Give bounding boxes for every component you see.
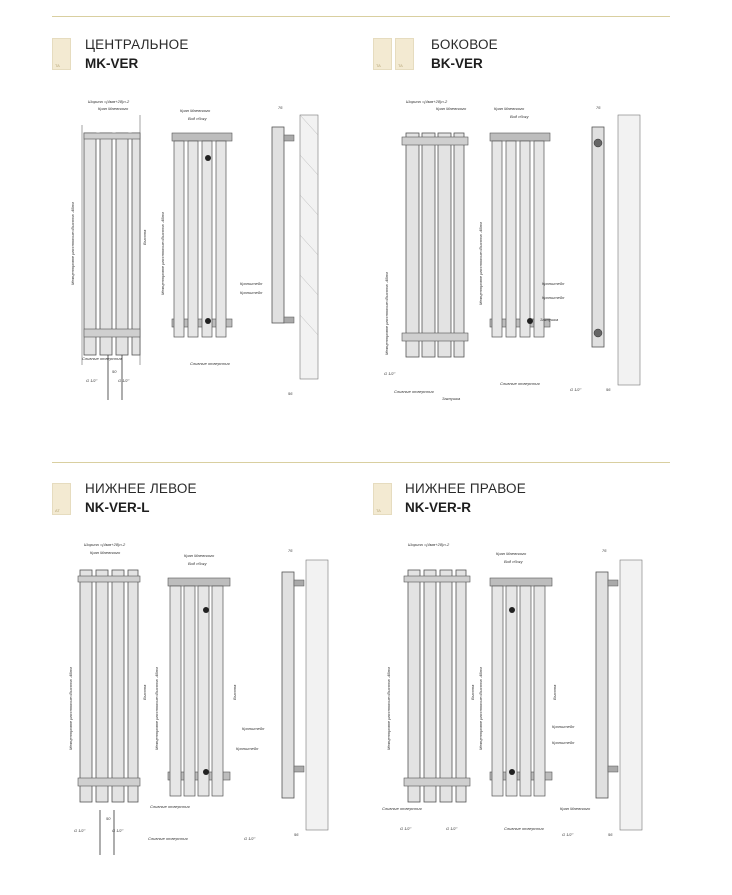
svg-text:Вид сбоку: Вид сбоку — [188, 116, 207, 121]
side-view — [244, 548, 328, 841]
svg-text:Кран Маевского: Кран Маевского — [184, 553, 215, 558]
svg-text:Кран Маевского: Кран Маевского — [90, 550, 121, 555]
svg-text:G 1/2": G 1/2" — [86, 378, 98, 383]
svg-text:Кран Маевского: Кран Маевского — [98, 106, 129, 111]
drawing-bottom-left — [60, 540, 340, 860]
svg-text:Кран Маевского: Кран Маевского — [180, 108, 211, 113]
svg-text:76: 76 — [602, 548, 607, 553]
svg-text:G 1/2": G 1/2" — [112, 828, 124, 833]
middle-divider — [52, 462, 670, 463]
svg-text:Вид сбоку: Вид сбоку — [510, 114, 529, 119]
drawing-side — [370, 95, 660, 415]
svg-text:G 1/2": G 1/2" — [244, 836, 256, 841]
svg-text:Кронштейн: Кронштейн — [240, 281, 263, 286]
svg-text:Высота: Высота — [552, 684, 557, 700]
svg-text:Сливные отверстия: Сливные отверстия — [150, 804, 190, 809]
svg-text:Ширина =(4мм+28)n-2: Ширина =(4мм+28)n-2 — [406, 99, 448, 104]
section-title-bottom-left: НИЖНЕЕ ЛЕВОЕ — [85, 481, 197, 496]
svg-text:Сливные отверстия: Сливные отверстия — [190, 361, 230, 366]
svg-text:Межцентровое расстояние=Высота: Межцентровое расстояние=Высота -48мм — [68, 667, 73, 750]
svg-text:Кронштейн: Кронштейн — [542, 295, 565, 300]
front-view — [68, 542, 147, 855]
svg-text:Ширина =(4мм+28)n-2: Ширина =(4мм+28)n-2 — [84, 542, 126, 547]
badge-swatch: AT — [52, 483, 71, 515]
svg-text:Межцентровое расстояние=Высота: Межцентровое расстояние=Высота -48мм — [154, 667, 159, 750]
svg-text:Сливные отверстия: Сливные отверстия — [504, 826, 544, 831]
svg-text:Сливные отверстия: Сливные отверстия — [148, 836, 188, 841]
badge-swatch: TA — [395, 38, 414, 70]
section-code-central: MK-VER — [85, 56, 139, 71]
svg-text:Вид сбоку: Вид сбоку — [504, 559, 523, 564]
svg-text:Межцентровое расстояние=Высота: Межцентровое расстояние=Высота -48мм — [160, 212, 165, 295]
front-view — [382, 542, 475, 831]
side-view — [560, 548, 642, 837]
top-divider — [52, 16, 670, 17]
svg-text:Кран Маевского: Кран Маевского — [494, 106, 525, 111]
section-title-side: БОКОВОЕ — [431, 37, 498, 52]
rear-view — [148, 553, 265, 841]
svg-text:G 1/2": G 1/2" — [118, 378, 130, 383]
svg-text:Сливные отверстия: Сливные отверстия — [82, 356, 122, 361]
svg-text:76: 76 — [596, 105, 601, 110]
svg-text:Высота: Высота — [142, 229, 147, 245]
section-code-side: BK-VER — [431, 56, 483, 71]
svg-text:Межцентровое расстояние=Высота: Межцентровое расстояние=Высота -48мм — [386, 667, 391, 750]
section-code-bottom-left: NK-VER-L — [85, 500, 150, 515]
svg-text:56: 56 — [606, 387, 611, 392]
rear-view — [478, 106, 550, 386]
svg-text:Межцентровое расстояние=Высота: Межцентровое расстояние=Высота -48мм — [70, 202, 75, 285]
connection-badge-central — [52, 38, 71, 70]
svg-text:Сливные отверстия: Сливные отверстия — [500, 381, 540, 386]
svg-text:Кран Маевского: Кран Маевского — [560, 806, 591, 811]
svg-text:Межцентровое расстояние=Высота: Межцентровое расстояние=Высота -48мм — [384, 272, 389, 355]
svg-text:Межцентровое расстояние=Высота: Межцентровое расстояние=Высота -48мм — [478, 667, 483, 750]
svg-text:76: 76 — [288, 548, 293, 553]
svg-text:Кронштейн: Кронштейн — [542, 281, 565, 286]
badge-swatch: TA — [52, 38, 71, 70]
svg-text:Вид сбоку: Вид сбоку — [188, 561, 207, 566]
svg-text:Кронштейн: Кронштейн — [236, 746, 259, 751]
drawing-bottom-right — [372, 540, 662, 840]
svg-text:56: 56 — [288, 391, 293, 396]
side-view — [540, 105, 640, 392]
svg-text:G 1/2": G 1/2" — [570, 387, 582, 392]
badge-swatch: TA — [373, 38, 392, 70]
drawing-central — [60, 95, 330, 415]
svg-text:Кронштейн: Кронштейн — [242, 726, 265, 731]
svg-text:Высота: Высота — [470, 684, 475, 700]
svg-text:50: 50 — [112, 369, 117, 374]
svg-text:Высота: Высота — [232, 684, 237, 700]
svg-text:Заглушка: Заглушка — [442, 396, 461, 401]
front-view — [70, 99, 147, 400]
svg-text:76: 76 — [278, 105, 283, 110]
svg-text:50: 50 — [106, 816, 111, 821]
svg-text:56: 56 — [608, 832, 613, 837]
svg-text:Ширина =(4мм+28)n-2: Ширина =(4мм+28)n-2 — [408, 542, 450, 547]
rear-view — [478, 551, 575, 831]
section-title-central: ЦЕНТРАЛЬНОЕ — [85, 37, 189, 52]
rear-view — [160, 108, 263, 366]
svg-text:Высота: Высота — [142, 684, 147, 700]
connection-badge-bottom-left — [52, 483, 71, 515]
svg-text:G 1/2": G 1/2" — [446, 826, 458, 831]
svg-text:Кронштейн: Кронштейн — [240, 290, 263, 295]
svg-text:G 1/2": G 1/2" — [384, 371, 396, 376]
svg-text:G 1/2": G 1/2" — [74, 828, 86, 833]
svg-text:G 1/2": G 1/2" — [562, 832, 574, 837]
svg-text:Ширина =(4мм+28)n-2: Ширина =(4мм+28)n-2 — [88, 99, 130, 104]
svg-text:56: 56 — [294, 832, 299, 837]
connection-badge-side — [373, 38, 414, 70]
section-title-bottom-right: НИЖНЕЕ ПРАВОЕ — [405, 481, 526, 496]
svg-text:Кронштейн: Кронштейн — [552, 724, 575, 729]
connection-badge-bottom-right — [373, 483, 392, 515]
section-code-bottom-right: NK-VER-R — [405, 500, 471, 515]
svg-text:Сливные отверстия: Сливные отверстия — [382, 806, 422, 811]
svg-text:G 1/2": G 1/2" — [400, 826, 412, 831]
badge-swatch: TA — [373, 483, 392, 515]
svg-text:Заглушка: Заглушка — [540, 317, 559, 322]
svg-text:Кран Маевского: Кран Маевского — [496, 551, 527, 556]
svg-text:Кронштейн: Кронштейн — [552, 740, 575, 745]
front-view — [384, 99, 468, 401]
side-view — [272, 105, 318, 396]
svg-text:Межцентровое расстояние=Высота: Межцентровое расстояние=Высота -48мм — [478, 222, 483, 305]
svg-text:Сливные отверстия: Сливные отверстия — [394, 389, 434, 394]
svg-text:Кран Маевского: Кран Маевского — [436, 106, 467, 111]
